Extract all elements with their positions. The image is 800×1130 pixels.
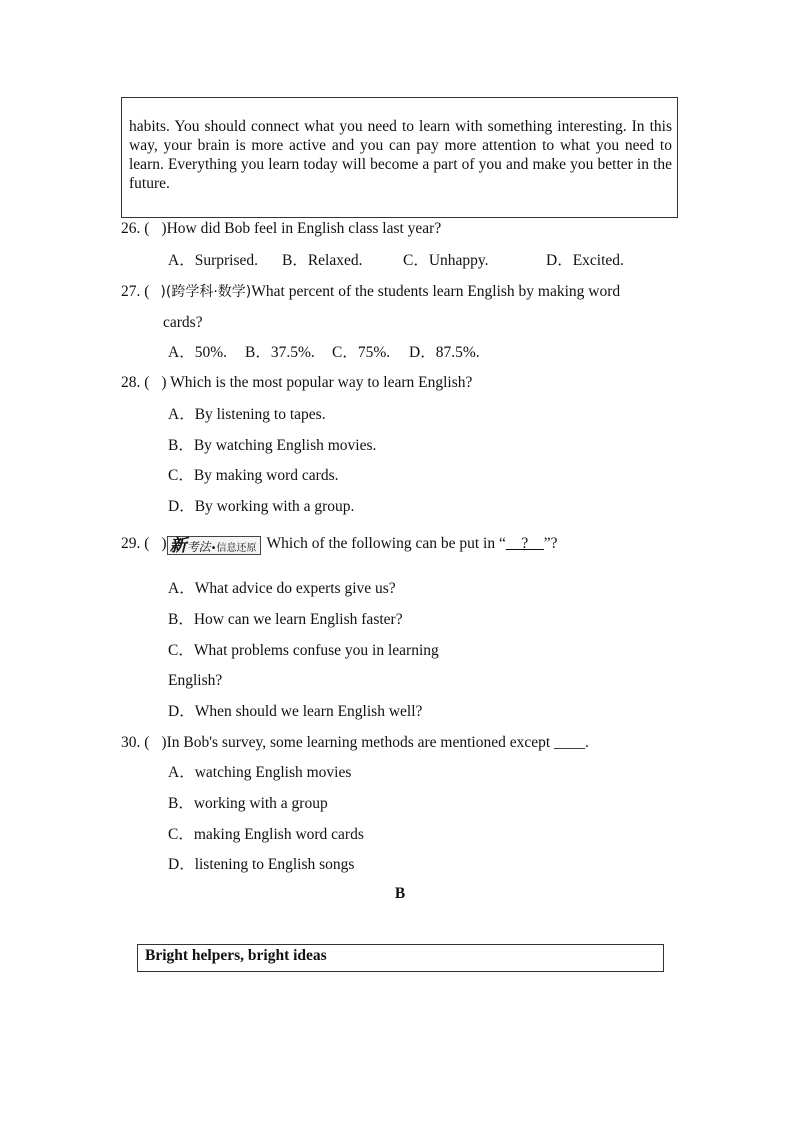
badge-new-char: 新 [169,536,187,556]
q29-option-b[interactable]: B．How can we learn English faster? [168,611,403,628]
question-29-number: 29. ( [121,535,150,552]
q29-option-a[interactable]: A．What advice do experts give us? [168,580,396,597]
section-b-heading: B [394,885,406,902]
question-29-stem: Which of the following can be put in “ [266,535,506,552]
question-29 [121,534,558,555]
question-30-number: 30. ( [121,734,150,751]
question-27-tag: )(跨学科·数学) [160,284,252,300]
passage-b-title-box [137,944,664,972]
question-29-paren: ) [161,535,167,552]
q28-option-c[interactable]: C．By making word cards. [168,467,339,484]
q27-option-c[interactable]: C．75%. [332,344,391,361]
q26-option-a[interactable]: A．Surprised. [168,252,258,269]
question-28 [121,373,472,393]
question-26-number: 26. ( [121,220,150,237]
q28-option-d[interactable]: D．By working with a group. [168,498,355,515]
new-method-badge [167,536,261,555]
badge-info-text: •信息还原 [210,543,257,554]
q30-option-b[interactable]: B．working with a group [168,795,328,812]
q29-option-c[interactable]: C．What problems confuse you in learning [168,642,439,659]
q27-option-a[interactable]: A．50%. [168,344,227,361]
q27-option-b[interactable]: B．37.5%. [245,344,315,361]
q30-option-c[interactable]: C．making English word cards [168,826,364,843]
question-27 [121,282,620,302]
badge-method-text: 考法 [186,540,211,554]
question-27-stem-continued: cards? [163,314,203,331]
question-30-stem: )In Bob's survey, some learning methods are mentioned except ____. [161,734,589,751]
question-30 [121,733,589,753]
q26-option-d[interactable]: D．Excited. [546,252,624,269]
q29-option-c-continued: English? [168,672,223,689]
question-28-stem: ) Which is the most popular way to learn English? [161,374,473,391]
q28-option-a[interactable]: A．By listening to tapes. [168,406,326,423]
question-27-options [168,343,480,363]
question-26-stem: )How did Bob feel in English class last year? [161,220,442,237]
passage-b-title: Bright helpers, bright ideas [145,947,327,964]
question-27-number: 27. ( [121,283,150,300]
question-26-options [168,251,624,271]
q26-option-c[interactable]: C．Unhappy. [403,252,489,269]
question-29-blank: __?__ [505,535,544,552]
question-26 [121,219,441,239]
q29-option-d[interactable]: D．When should we learn English well? [168,703,423,720]
question-27-stem: What percent of the students learn English by making word [251,283,621,300]
question-29-stem-end: ”? [543,535,558,552]
passage-box [121,97,678,218]
passage-text: habits. You should connect what you need to learn with something interesting. In this way, your brain is more active and you can pay more attention to what you need to learn. Everything you learn today will become a part of you and make you better in the future. [129,118,672,192]
q30-option-a[interactable]: A．watching English movies [168,764,352,781]
q27-option-d[interactable]: D．87.5%. [409,344,480,361]
question-28-number: 28. ( [121,374,150,391]
q26-option-b[interactable]: B．Relaxed. [282,252,363,269]
q28-option-b[interactable]: B．By watching English movies. [168,437,377,454]
q30-option-d[interactable]: D．listening to English songs [168,856,355,873]
